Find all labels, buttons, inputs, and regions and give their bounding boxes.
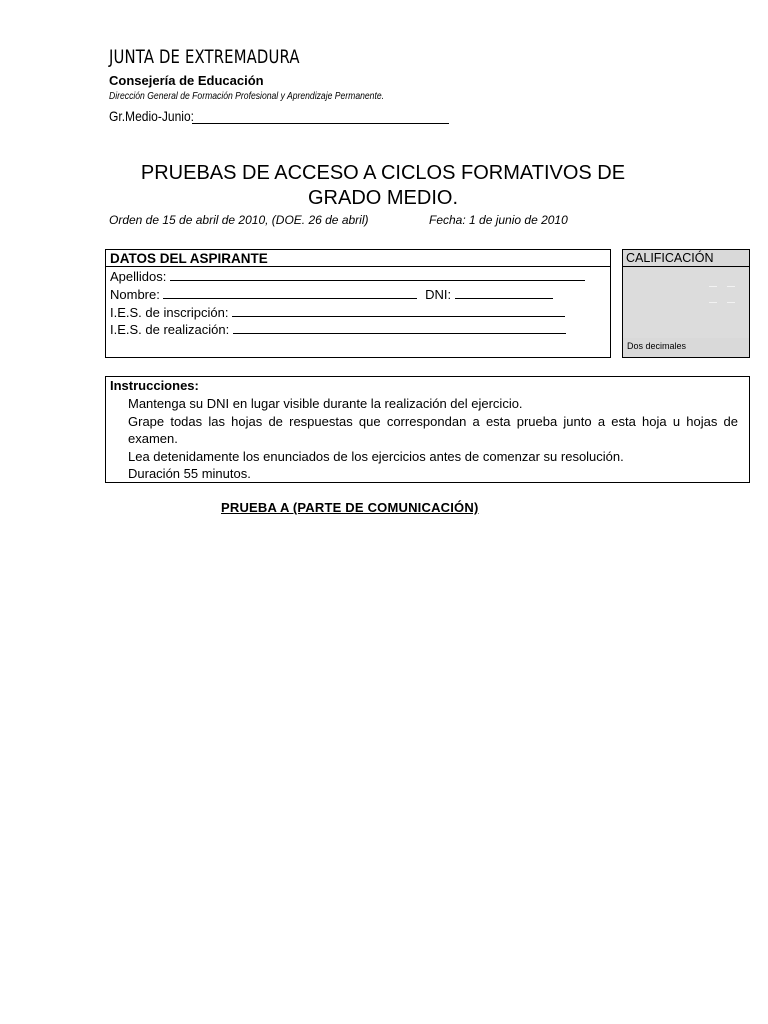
ies-registration-field[interactable] <box>232 305 565 317</box>
surname-label: Apellidos: <box>110 269 167 284</box>
grade-tick <box>709 286 717 287</box>
exam-date: Fecha: 1 de junio de 2010 <box>429 213 568 227</box>
instruction-item: Grape todas las hojas de respuestas que correspondan a esta prueba junto a esta hoja u hojas de examen. <box>128 414 738 446</box>
ies-exam-row <box>110 322 566 337</box>
order-reference: Orden de 15 de abril de 2010, (DOE. 26 de abril) <box>109 213 369 227</box>
grade-tick <box>727 286 735 287</box>
dni-field[interactable] <box>455 287 553 299</box>
page-title: PRUEBAS DE ACCESO A CICLOS FORMATIVOS DE GRADO MEDIO. <box>140 162 626 209</box>
ies-exam-label: I.E.S. de realización: <box>110 322 230 337</box>
course-field[interactable] <box>192 123 449 124</box>
instructions-heading: Instrucciones: <box>110 378 199 393</box>
grade-tick <box>709 302 717 303</box>
applicant-data-box <box>105 249 611 358</box>
instructions-box <box>105 376 750 483</box>
instruction-item: Lea detenidamente los enunciados de los ejercicios antes de comenzar su resolución. <box>128 449 624 464</box>
institution-name: JUNTA DE EXTREMADURA <box>109 46 300 68</box>
instruction-item: Duración 55 minutos. <box>128 466 251 481</box>
ies-registration-label: I.E.S. de inscripción: <box>110 305 229 320</box>
course-label: Gr.Medio-Junio: <box>109 108 194 124</box>
name-field[interactable] <box>163 287 417 299</box>
applicant-data-heading: DATOS DEL ASPIRANTE <box>106 250 610 267</box>
direction-name: Dirección General de Formación Profesional y Aprendizaje Permanente. <box>109 91 385 102</box>
grade-note: Dos decimales <box>627 341 687 351</box>
grade-box <box>622 249 750 358</box>
grade-heading: CALIFICACIÓN <box>623 250 749 267</box>
surname-row <box>110 269 585 284</box>
ies-exam-field[interactable] <box>233 322 566 334</box>
surname-field[interactable] <box>170 269 585 281</box>
ies-registration-row <box>110 305 565 320</box>
grade-tick <box>727 302 735 303</box>
name-label: Nombre: <box>110 287 160 302</box>
department-name: Consejería de Educación <box>109 73 264 88</box>
section-title: PRUEBA A (PARTE DE COMUNICACIÓN) <box>221 500 479 515</box>
grade-field[interactable] <box>623 268 749 338</box>
dni-label: DNI: <box>425 287 452 302</box>
instruction-item: Mantenga su DNI en lugar visible durante la realización del ejercicio. <box>128 396 523 411</box>
name-row <box>110 287 553 302</box>
